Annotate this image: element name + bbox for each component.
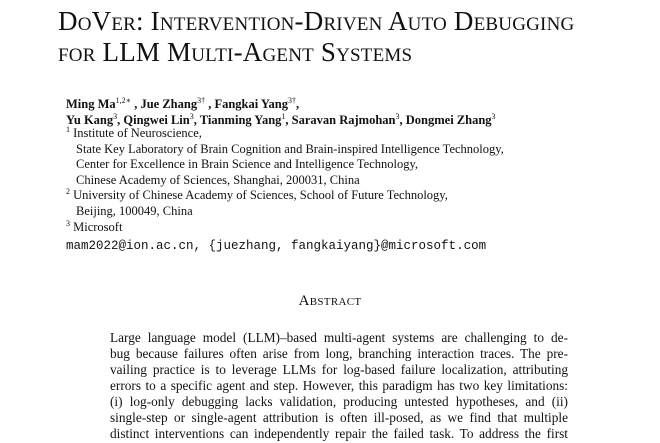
author-name: Ming Ma — [66, 97, 116, 111]
author-sup: 3 — [395, 111, 400, 121]
author-sup: 3† — [288, 96, 296, 105]
author-name: Tianming Yang — [199, 112, 282, 127]
abstract-heading: Abstract — [298, 293, 362, 309]
affiliation-sup: 3 — [66, 218, 70, 228]
author-name: Jue Zhang — [140, 97, 198, 111]
affiliation-1-line: $^1$ Institute of Neuroscience, — [66, 125, 202, 140]
author-line-2: Yu Kang$^3$, Qingwei Lin$^3$, Tianming Yang$^1$, Saravan Rajmohan$^3$, Dongmei Zhang$^3$ — [66, 111, 496, 127]
affiliation-3-line: $^3$ Microsoft — [66, 218, 123, 234]
affiliation-sup: 1 — [66, 125, 70, 134]
author-sup: 3 — [491, 111, 496, 121]
affiliation-1-line: State Key Laboratory of Brain Cognition and Brain-inspired Intelligence Technology, — [76, 141, 504, 156]
author-sup: 1,2∗ — [115, 96, 132, 105]
abstract-line: vailing practice is to leverage LLMs for log-based failure localization, attributing — [110, 362, 568, 377]
author-name: Saravan Rajmohan — [291, 112, 396, 127]
affiliation-2-line: Beijing, 100049, China — [76, 203, 193, 218]
abstract-line: (i) log-only debugging lacks validation, producing untested hypotheses, and (ii) — [110, 394, 568, 409]
author-sup: 3† — [197, 96, 206, 105]
affiliation-2-line: $^2$ University of Chinese Academy of Sciences, School of Future Technology, — [66, 187, 448, 203]
abstract-body — [110, 330, 568, 442]
abstract-line: distinct interventions can independently repair the failed task. To address the first — [110, 426, 568, 441]
affiliations — [66, 126, 656, 235]
author-name: Dongmei Zhang — [405, 112, 492, 127]
author-line-1: Ming $Ma^{1,2∗}$ , Jue Zhang$^{3\dagger}$ , Fangkai Yang$^{3\dagger}$, — [66, 96, 300, 111]
abstract-line: single-step or single-agent attribution is often ill-posed, as we find that multiple — [110, 410, 568, 425]
author-emails: mam2022@ion.ac.cn, {juezhang, fangkaiyang}@microsoft.com — [66, 239, 487, 253]
author-name: Qingwei Lin — [123, 112, 190, 127]
author-name: Fangkai Yang — [214, 97, 288, 111]
author-sup: 3 — [189, 111, 194, 121]
paper-title — [58, 6, 658, 68]
abstract-line: Large language model (LLM)–based multi-agent systems are challenging to de- — [110, 330, 568, 345]
title-line-1: DoVer: Intervention-Driven Auto Debugging — [58, 6, 575, 36]
affiliation-1-line: Chinese Academy of Sciences, Shanghai, 200031, China — [76, 172, 360, 187]
affiliation-1-line: Center for Excellence in Brain Science and Intelligence Technology, — [76, 157, 419, 172]
abstract-line: errors to a specific agent and step. However, this paradigm has two key limitations: — [110, 378, 568, 393]
author-name: Yu Kang — [66, 112, 114, 127]
title-line-2: for LLM Multi-Agent Systems — [58, 37, 413, 67]
affiliation-sup: 2 — [66, 187, 70, 197]
author-sup: 1 — [281, 111, 286, 121]
abstract-line: bug because failures often arise from long, branching interaction traces. The pre- — [110, 346, 568, 361]
author-list — [66, 97, 656, 128]
author-sup: 3 — [113, 111, 118, 121]
